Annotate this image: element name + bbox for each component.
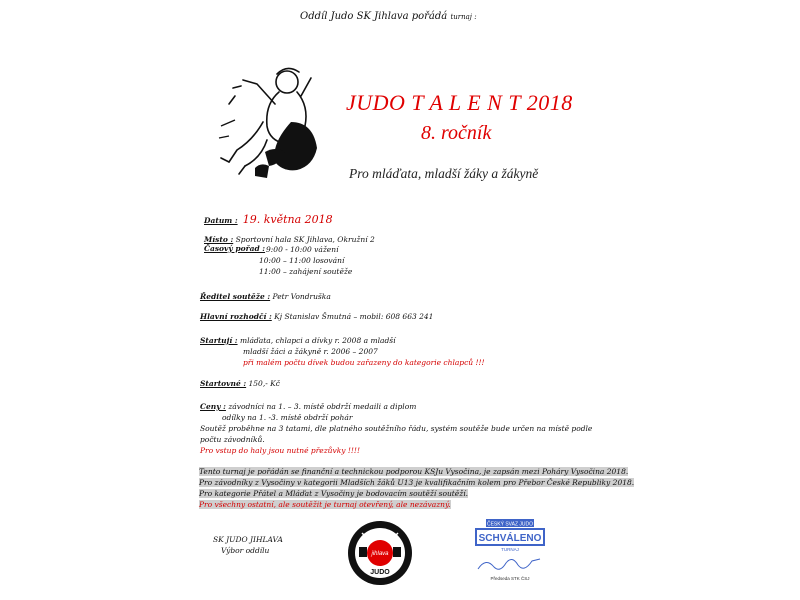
ceny-label: Ceny : [200,402,226,411]
startovne-value: 150,- Kč [248,379,280,388]
organizer-text: Oddíl Judo SK Jihlava pořádá [300,11,448,22]
rozhodci-label: Hlavní rozhodčí : [200,312,272,321]
datum-label: Datum : [204,216,238,225]
ceny-row [200,402,416,411]
footer-committee: Výbor oddílu [221,546,270,555]
event-edition: 8. ročník [421,122,492,144]
startuji-line-1: mláďata, chlapci a dívky r. 2008 a mladší [239,336,396,345]
event-subtitle: Pro mláďata, mladší žáky a žákyně [349,166,539,181]
misto-value: Sportovní hala SK Jihlava, Okružní 2 [235,235,375,244]
reditel-label: Ředitel soutěže : [200,292,271,301]
startovne-row [200,379,280,388]
datum-row [204,208,333,227]
judo-fighters-illustration [205,56,325,186]
rozhodci-value: Kj Stanislav Šmutná – mobil: 608 663 241 [274,312,434,321]
footer-club-name: SK JUDO JIHLAVA [213,535,283,544]
logo-judo-text: JUDO [370,569,390,576]
judo-club-logo [346,519,414,587]
startuji-row [200,336,396,345]
approval-stamp [470,517,550,583]
highlight-line-4: Pro všechny ostatní, ale soutěžit je turnaj otevřený, ale nezávazný. [199,500,451,509]
rozhodci-row [200,312,433,321]
event-title: JUDO T A L E N T 2018 [346,90,573,115]
signature-caption: Předseda STK ČSJ [490,576,530,581]
header-organizer [300,11,477,22]
logo-center-text: jihlava [371,551,389,557]
startovne-label: Startovné : [200,379,247,388]
startuji-note: při malém počtu dívek budou zařazeny do kategorie chlapců !!! [243,358,485,367]
highlight-line-3: Pro kategorie Přátel a Mláďat z Vysočiny je bodovacím soutěží soutěží. [199,489,468,498]
startuji-label: Startují : [200,336,238,345]
stamp-sub-text: TURNAJ [501,547,519,552]
stamp-main-text: SCHVÁLENO [478,533,542,544]
ceny-line-4: počtu závodníků. [200,435,265,444]
datum-value: 19. května 2018 [242,213,333,226]
misto-label: Místo : [204,235,234,244]
casovy-porad-row-1: 9:00 - 10:00 vážení [266,245,339,254]
signature-scribble [478,559,540,569]
reditel-row [200,292,331,301]
stamp-top-text: ČESKÝ SVAZ JUDO [486,521,534,528]
header-suffix: turnaj : [450,13,477,21]
casovy-porad-row-3: 11:00 – zahájení soutěže [259,267,353,276]
reditel-value: Petr Vondruška [272,292,331,301]
misto-row [204,235,375,244]
ceny-line-2: odílky na 1. -3. místě obdrží pohár [222,413,353,422]
casovy-porad-row-2: 10:00 – 11:00 losování [259,256,345,265]
ceny-line-3: Soutěž proběhne na 3 tatami, dle platného soutěžního řádu, systém soutěže bude určen na místě podle [200,424,593,433]
ceny-note: Pro vstup do haly jsou nutné přezůvky !!!! [200,446,360,455]
casovy-porad-label: Časový pořad : [204,244,266,253]
startuji-line-2: mladší žáci a žákyně r. 2006 – 2007 [243,347,378,356]
ceny-line-1: závodníci na 1. – 3. místě obdrží medaili a diplom [228,402,417,411]
highlight-line-2: Pro závodníky z Vysočiny v kategorii Mladších žáků U13 je kvalifikačním kolem pro Přebor České Republiky 2018. [199,478,635,487]
highlight-line-1: Tento turnaj je pořádán se finanční a technickou podporou KSJu Vysočina, je zapsán mezi Poháry Vysočina 2018. [199,467,629,476]
